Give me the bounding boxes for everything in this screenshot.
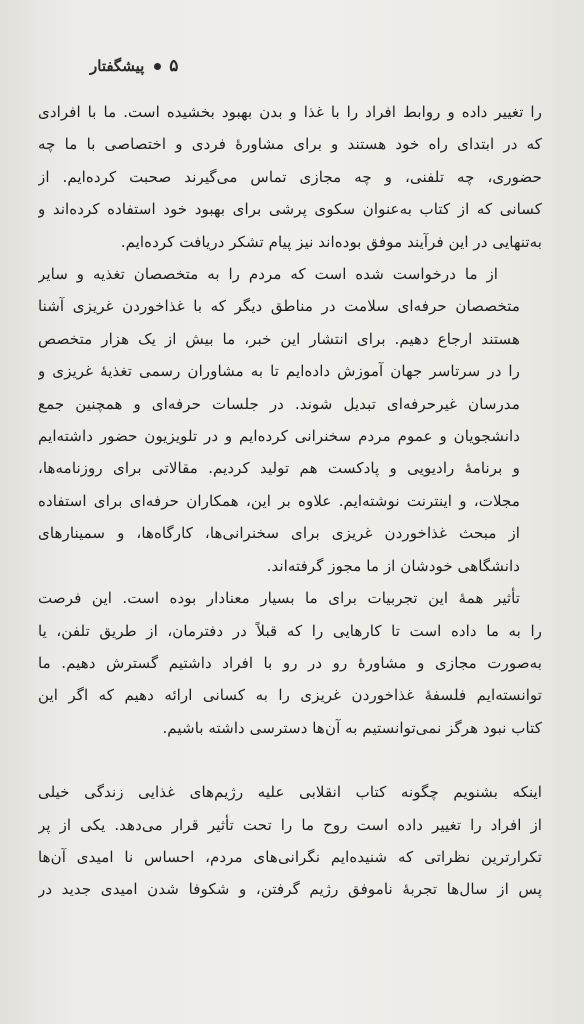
text-line: از ما درخواست شده است که مردم را به متخصصان تغذیه و سایر: [38, 265, 498, 284]
text-line: تکرارترین نظراتی که شنیده‌ایم نگرانی‌های مردم، احساس نا امیدی آن‌ها: [38, 847, 542, 866]
text-line: از مبحث غذاخوردن غریزی برای سخنرانی‌ها، کارگاه‌ها، و سمینارهای: [38, 524, 520, 543]
text-line: که در ابتدای راه خود هستند و برای مشاورهٔ فردی و اختصاصی با ما چه: [38, 135, 542, 154]
text-line: حضوری، چه تلفنی، و چه مجازی تماس می‌گیرند صحبت کرده‌ایم. از: [38, 167, 542, 186]
text-line: را تغییر داده و روابط افراد را با غذا و بدن بهبود بخشیده است. ما با افرادی: [38, 103, 542, 121]
text-line: متخصصان حرفه‌ای سلامت در مناطق دیگر که با غذاخوردن غریزی آشنا: [38, 297, 520, 316]
paragraph-4: [38, 776, 542, 906]
text-line: به‌صورت مجازی و مشاورهٔ رو در رو با افراد داشتیم گسترش دهیم. ما: [38, 653, 542, 672]
text-line: کسانی که از کتاب به‌عنوان سکوی پرشی برای بهبود خود استفاده کرده‌اند و: [38, 200, 542, 219]
text-line: اینکه بشنویم چگونه کتاب انقلابی علیه رژیم‌های غذایی زندگی خیلی: [38, 783, 542, 802]
page-number: ۵: [169, 56, 179, 76]
text-line: از افراد را تغییر داده است روح ما را تحت تأثیر قرار می‌دهد. یکی از پر: [38, 815, 542, 834]
page-header: [90, 56, 494, 76]
text-line: توانسته‌ایم فلسفهٔ غذاخوردن غریزی را به کسانی ارائه دهیم که اگر این: [38, 686, 542, 705]
text-line: را در سرتاسر جهان آموزش داده‌ایم تا به مشاوران رسمی تغذیهٔ غریزی و: [38, 362, 520, 381]
separator-dot: [154, 63, 161, 70]
text-line: تأثیر همهٔ این تجربیات برای ما بسیار معنادار بوده است. این فرصت: [38, 589, 520, 608]
text-line: هستند ارجاع دهیم. برای انتشار این خبر، ما بیش از یک هزار متخصص: [38, 329, 520, 348]
text-line: کتاب نبود هرگز نمی‌توانستیم به آن‌ها دسترسی داشته باشیم.: [162, 718, 542, 737]
text-line: مجلات، و اینترنت نوشته‌ایم. علاوه بر این، همکاران حرفه‌ای برای استفاده: [38, 491, 520, 510]
paragraph-1: [38, 96, 542, 258]
text-line: مدرسان غیرحرفه‌ای تبدیل شوند. در جلسات حرفه‌ای و همچنین جمع: [38, 394, 520, 413]
text-line: را به ما داده است تا کارهایی را که قبلاً در دفترمان، از طریق تلفن، یا: [38, 621, 542, 640]
text-line: پس از سال‌ها تجربهٔ ناموفق رژیم گرفتن، و شکوفا شدن امیدی جدید در: [38, 880, 542, 899]
body-text: [38, 96, 542, 906]
paragraph-2: [38, 258, 542, 582]
text-line: به‌تنهایی در این فرآیند موفق بوده‌اند نیز پیام تشکر دریافت کرده‌ایم.: [120, 232, 542, 251]
running-title: پیشگفتار: [90, 57, 145, 75]
paragraph-3: [38, 582, 542, 744]
text-line: دانشگاهی خودشان از ما مجوز گرفته‌اند.: [266, 556, 520, 575]
text-line: و برنامهٔ رادیویی و پادکست هم تولید کردیم. مقالاتی برای روزنامه‌ها،: [38, 459, 520, 478]
text-line: دانشجویان و عموم مردم سخنرانی کرده‌ایم و در تلویزیون حضور داشته‌ایم: [38, 427, 520, 446]
